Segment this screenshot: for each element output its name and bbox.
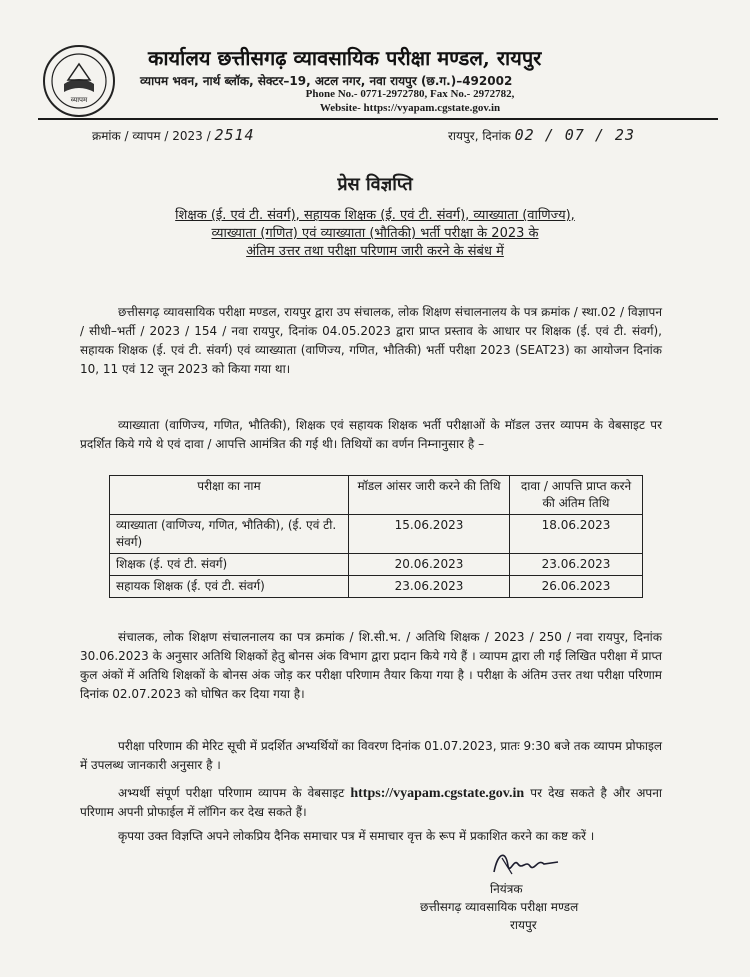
table-header-cell: दावा / आपत्ति प्राप्त करने की अंतिम तिथि	[510, 476, 643, 515]
schedule-table	[109, 475, 643, 598]
table-cell: 20.06.2023	[349, 554, 510, 576]
table-cell: शिक्षक (ई. एवं टी. संवर्ग)	[110, 554, 349, 576]
signatory-office: छत्तीसगढ़ व्यावसायिक परीक्षा मण्डल	[420, 900, 579, 914]
table-cell: 23.06.2023	[349, 576, 510, 598]
table-row	[110, 515, 643, 554]
vyapam-logo	[42, 44, 116, 118]
paragraph-6: कृपया उक्त विज्ञप्ति अपने लोकप्रिय दैनिक समाचार पत्र में समाचार वृत्त के रूप में प्रकाशित करने का कष्ट करें ।	[118, 829, 595, 843]
table-row	[110, 554, 643, 576]
table-cell: सहायक शिक्षक (ई. एवं टी. संवर्ग)	[110, 576, 349, 598]
office-address: व्यापम भवन, नार्थ ब्लॉक, सेक्टर–19, अटल नगर, नवा रायपुर (छ.ग.)–492002	[140, 74, 513, 88]
signature-block	[420, 880, 660, 934]
press-release-title: प्रेस विज्ञप्ति	[337, 174, 413, 195]
reference-number	[92, 126, 255, 144]
header-divider	[38, 118, 718, 120]
handwritten-signature	[488, 844, 568, 880]
table-cell: 23.06.2023	[510, 554, 643, 576]
office-title: कार्यालय छत्तीसगढ़ व्यावसायिक परीक्षा मण्डल, रायपुर	[148, 46, 542, 70]
office-website: Website- https://vyapam.cgstate.gov.in	[319, 102, 501, 114]
subject-line-2: व्याख्याता (गणित) एवं व्याख्याता (भौतिकी) भर्ती परीक्षा के 2023 के	[211, 226, 539, 241]
result-website-url: https://vyapam.cgstate.gov.in	[350, 786, 525, 801]
paragraph-5	[80, 784, 662, 822]
paragraph-3: संचालक, लोक शिक्षण संचालनालय का पत्र क्रमांक / शि.सी.भ. / अतिथि शिक्षक / 2023 / 250 / नवा रायपुर, दिनांक 30.06.2023 के अनुसार अतिथि शिक्षकों हेतु बोनस अंक विभाग द्वारा प्रदान किये गये हैं । व्यापम द्वारा ली गई लिखित परीक्षा में प्राप्त कुल अंकों में अतिथि शिक्षकों के बोनस अंक जोड़ कर परीक्षा परिणाम तैयार किया गया है । परीक्षा के अंतिम उत्तर तथा परीक्षा परिणाम दिनांक 02.07.2023 को घोषित कर दिया गया है।	[80, 630, 662, 701]
subject-line-1: शिक्षक (ई. एवं टी. संवर्ग), सहायक शिक्षक (ई. एवं टी. संवर्ग), व्याख्याता (वाणिज्य),	[175, 208, 575, 223]
table-row	[110, 576, 643, 598]
table-header-row	[110, 476, 643, 515]
office-phone: Phone No.- 0771-2972780, Fax No.- 2972782,	[305, 88, 515, 100]
subject-heading	[80, 207, 670, 261]
subject-line-3: अंतिम उत्तर तथा परीक्षा परिणाम जारी करने के संबंध में	[246, 244, 504, 259]
table-cell: व्याख्याता (वाणिज्य, गणित, भौतिकी), (ई. एवं टी. संवर्ग)	[110, 515, 349, 554]
paragraph-5-text-after: पर देख सकते है और अपना परिणाम अपनी प्रोफाईल में लॉगिन कर देख सकते हैं।	[80, 786, 662, 819]
reference-handwritten-number: 2514	[214, 126, 255, 144]
paragraph-2: व्याख्याता (वाणिज्य, गणित, भौतिकी), शिक्षक एवं सहायक शिक्षक भर्ती परीक्षाओं के मॉडल उत्तर व्यापम के वेबसाइट पर प्रदर्शित किये गये थे एवं दावा / आपत्ति आमंत्रित की गई थी। तिथियों का वर्णन निम्नानुसार है –	[80, 418, 662, 451]
reference-prefix: क्रमांक / व्यापम / 2023 /	[92, 129, 211, 143]
table-cell: 18.06.2023	[510, 515, 643, 554]
paragraph-5-text-before: अभ्यर्थी संपूर्ण परीक्षा परिणाम व्यापम के वेबसाइट	[118, 786, 345, 800]
reference-date	[448, 126, 635, 144]
paragraph-1: छत्तीसगढ़ व्यावसायिक परीक्षा मण्डल, रायपुर द्वारा उप संचालक, लोक शिक्षण संचालनालय के पत्र क्रमांक / स्था.02 / विज्ञापन / सीधी–भर्ती / 2023 / 154 / नवा रायपुर, दिनांक 04.05.2023 द्वारा प्राप्त प्रस्ताव के आधार पर शिक्षक (ई. एवं टी. संवर्ग), सहायक शिक्षक (ई. एवं टी. संवर्ग) एवं व्याख्याता (वाणिज्य, गणित, भौतिकी) भर्ती परीक्षा 2023 (SEAT23) का आयोजन दिनांक 10, 11 एवं 12 जून 2023 को किया गया था।	[80, 305, 662, 376]
date-prefix: रायपुर, दिनांक	[448, 129, 511, 143]
table-cell: 26.06.2023	[510, 576, 643, 598]
paragraph-4: परीक्षा परिणाम की मेरिट सूची में प्रदर्शित अभ्यर्थियों का विवरण दिनांक 01.07.2023, प्रातः 9:30 बजे तक व्यापम प्रोफाइल में उपलब्ध जानकारी अनुसार है ।	[80, 739, 662, 772]
signatory-city: रायपुर	[510, 918, 537, 932]
table-header-cell: मॉडल आंसर जारी करने की तिथि	[349, 476, 510, 515]
table-header-cell: परीक्षा का नाम	[110, 476, 349, 515]
handwritten-date: 02 / 07 / 23	[514, 126, 635, 144]
table-cell: 15.06.2023	[349, 515, 510, 554]
svg-text:व्यापम: व्यापम	[70, 96, 88, 104]
signatory-designation: नियंत्रक	[490, 882, 523, 896]
